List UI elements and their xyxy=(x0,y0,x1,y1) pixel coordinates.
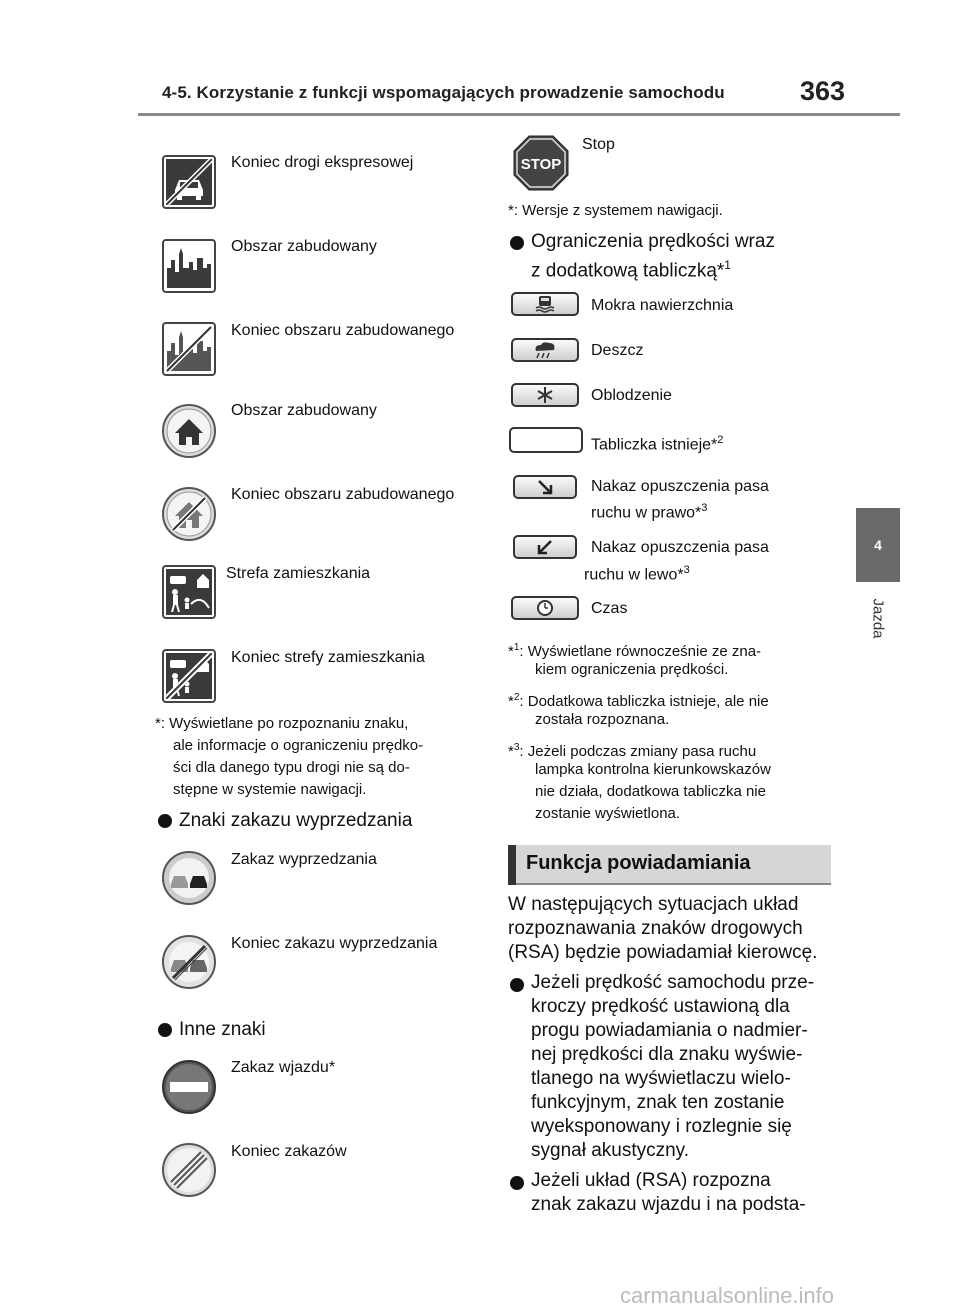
chapter-label-text: Jazda xyxy=(869,597,887,639)
footnote-line: kiem ograniczenia prędkości. xyxy=(535,661,729,678)
speed-heading-text: z dodatkową tabliczką* xyxy=(531,260,725,282)
bullet-dot xyxy=(158,1023,172,1037)
wet-road-plate-icon xyxy=(511,292,579,316)
blank-plate-icon xyxy=(509,427,583,453)
footnote-mark: * xyxy=(508,743,514,760)
rain-plate-icon xyxy=(511,338,579,362)
footnote-line: nie działa, dodatkowa tabliczka nie xyxy=(535,783,766,800)
header-title: 4-5. Korzystanie z funkcji wspomagających prowadzenie samochodu xyxy=(162,83,725,102)
footnote-line: została rozpoznana. xyxy=(535,711,670,728)
footnote-sup: 3 xyxy=(701,502,708,514)
footnote-line: lampka kontrolna kierunkowskazów xyxy=(535,761,771,778)
bullet-dot xyxy=(510,1176,524,1190)
footnote-sup: 1 xyxy=(724,258,731,272)
plate-label: Czas xyxy=(591,600,628,617)
footnote-text: : Wyświetlane równocześnie ze zna- xyxy=(519,643,762,660)
plate-label-line1: Nakaz opuszczenia pasa xyxy=(591,539,769,556)
plate-label xyxy=(591,430,723,455)
footnote-mark: * xyxy=(508,693,514,710)
footnote-sup: 3 xyxy=(513,742,520,753)
stop-sign-text: STOP xyxy=(520,156,562,173)
bullet-line: progu powiadamiania o nadmier- xyxy=(531,1020,808,1041)
ice-plate-icon xyxy=(511,383,579,407)
clock-plate-icon xyxy=(511,596,579,620)
no-entry-sign-icon xyxy=(161,1059,217,1115)
footnote-line: zostanie wyświetlona. xyxy=(535,805,681,822)
bullet-dot xyxy=(510,978,524,992)
footnote-text: : Jeżeli podczas zmiany pasa ruchu xyxy=(519,743,757,760)
built-up-area-sign-icon xyxy=(161,238,217,294)
sign-label: Koniec obszaru zabudowanego xyxy=(231,486,455,503)
end-no-overtaking-sign-icon xyxy=(161,934,217,990)
sign-label: Koniec drogi ekspresowej xyxy=(231,154,414,171)
footnote-sup: 1 xyxy=(513,642,520,653)
exit-left-arrow-icon xyxy=(513,535,577,559)
plate-label: Deszcz xyxy=(591,342,644,359)
sign-label: Koniec zakazów xyxy=(231,1143,347,1160)
bullet-line: Jeżeli prędkość samochodu prze- xyxy=(531,972,815,993)
intro-line: (RSA) będzie powiadamiał kierowcę. xyxy=(508,942,818,963)
note-line: *: Wyświetlane po rozpoznaniu znaku, xyxy=(155,715,409,732)
chapter-tab: 4 xyxy=(856,508,900,582)
overtaking-heading: Znaki zakazu wyprzedzania xyxy=(179,810,413,831)
bullet-line: kroczy prędkość ustawioną dla xyxy=(531,996,790,1017)
end-built-up-area-sign-icon xyxy=(161,321,217,377)
note-line: ale informacje o ograniczeniu prędko- xyxy=(173,737,424,754)
bullet-line: tlanego na wyświetlaczu wielo- xyxy=(531,1068,791,1089)
sign-label: Koniec obszaru zabudowanego xyxy=(231,322,455,339)
plate-label: Oblodzenie xyxy=(591,387,672,404)
section-title: Funkcja powiadamiania xyxy=(526,852,751,874)
other-signs-heading: Inne znaki xyxy=(179,1019,266,1040)
footnote-mark: * xyxy=(508,643,514,660)
note-line: stępne w systemie nawigacji. xyxy=(173,781,367,798)
sign-label: Koniec zakazu wyprzedzania xyxy=(231,935,438,952)
built-up-area-round-sign-icon xyxy=(161,403,217,459)
plate-label-line1: Nakaz opuszczenia pasa xyxy=(591,478,769,495)
sign-label: Koniec strefy zamieszkania xyxy=(231,649,425,666)
bullet-line: Jeżeli układ (RSA) rozpozna xyxy=(531,1170,771,1191)
bullet-dot xyxy=(158,814,172,828)
exit-right-arrow-icon xyxy=(513,475,577,499)
end-residential-zone-sign-icon xyxy=(161,648,217,704)
stop-note: *: Wersje z systemem nawigacji. xyxy=(508,202,723,219)
stop-sign-icon xyxy=(512,134,570,192)
no-overtaking-sign-icon xyxy=(161,850,217,906)
intro-line: rozpoznawania znaków drogowych xyxy=(508,918,803,939)
bullet-line: funkcyjnym, znak ten zostanie xyxy=(531,1092,785,1113)
footnote-sup: 2 xyxy=(513,692,520,703)
footnote-sup: 3 xyxy=(683,564,690,576)
plate-label-line2 xyxy=(591,498,707,523)
note-line: ści dla danego typu drogi nie są do- xyxy=(173,759,410,776)
footnote-sup: 2 xyxy=(717,434,724,446)
sign-label: Stop xyxy=(582,136,615,153)
footnote-text: : Dodatkowa tabliczka istnieje, ale nie xyxy=(519,693,769,710)
chapter-label xyxy=(858,588,898,648)
end-expressway-sign-icon xyxy=(161,154,217,210)
end-built-up-area-round-sign-icon xyxy=(161,486,217,542)
sign-label: Strefa zamieszkania xyxy=(226,565,371,582)
section-header-bar xyxy=(508,845,516,885)
bullet-line: sygnał akustyczny. xyxy=(531,1140,690,1161)
plate-label-text: ruchu w lewo* xyxy=(584,566,684,584)
sign-label: Obszar zabudowany xyxy=(231,238,377,255)
plate-label-text: Tabliczka istnieje* xyxy=(591,436,718,454)
sign-label: Zakaz wjazdu* xyxy=(231,1059,336,1076)
bullet-dot xyxy=(510,236,524,250)
sign-label: Zakaz wyprzedzania xyxy=(231,851,377,868)
residential-zone-sign-icon xyxy=(161,564,217,620)
plate-label-line2 xyxy=(584,560,690,585)
page-number: 363 xyxy=(800,76,846,106)
watermark: carmanualsonline.info xyxy=(620,1283,835,1308)
bullet-line: nej prędkości dla znaku wyświe- xyxy=(531,1044,803,1065)
header-rule xyxy=(138,113,900,116)
sign-label: Obszar zabudowany xyxy=(231,402,377,419)
plate-label-text: ruchu w prawo* xyxy=(591,504,702,522)
bullet-line: znak zakazu wjazdu i na podsta- xyxy=(531,1194,806,1215)
end-of-restrictions-sign-icon xyxy=(161,1142,217,1198)
plate-label: Mokra nawierzchnia xyxy=(591,297,734,314)
bullet-line: wyeksponowany i rozlegnie się xyxy=(531,1116,792,1137)
speed-heading-line2 xyxy=(531,253,731,283)
speed-heading-line1: Ograniczenia prędkości wraz xyxy=(531,231,775,252)
intro-line: W następujących sytuacjach układ xyxy=(508,894,799,915)
